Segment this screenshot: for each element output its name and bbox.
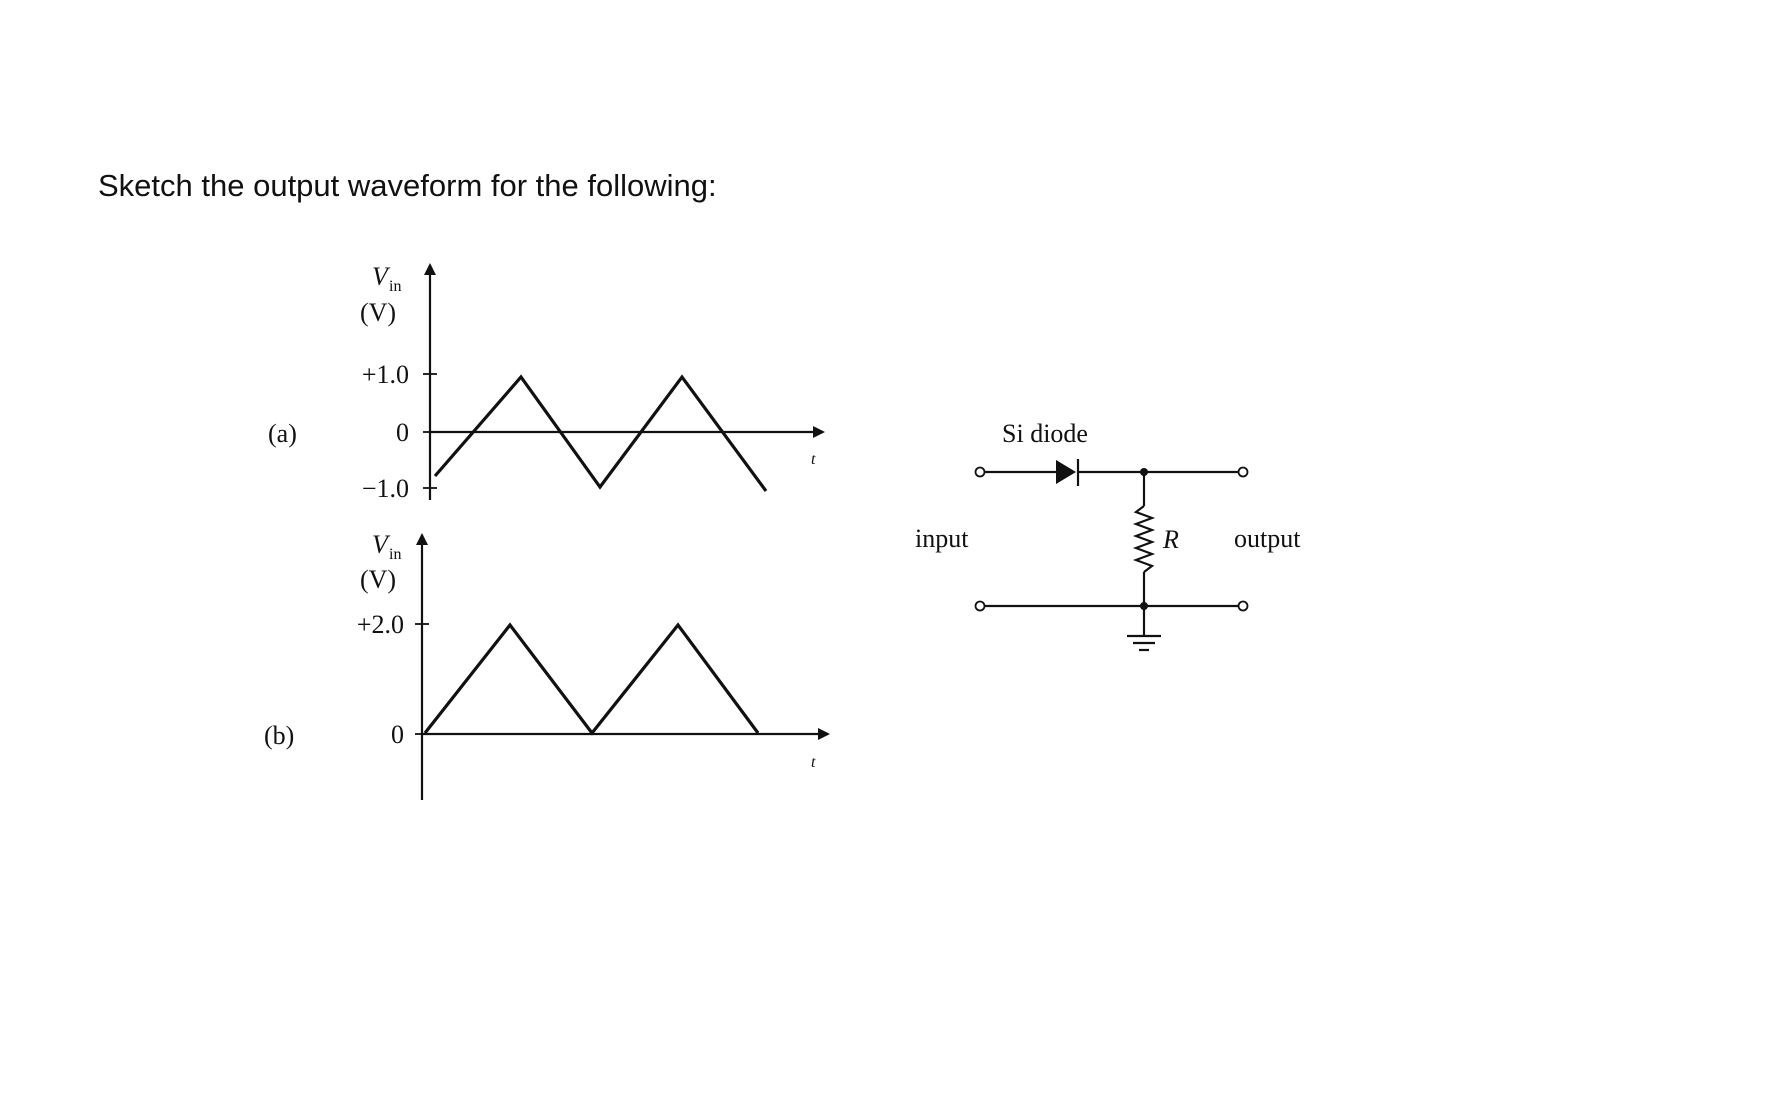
graph-b-y-sub: in xyxy=(389,546,402,563)
graph-a-y-var: V xyxy=(372,262,388,291)
graph-b-waveform xyxy=(425,625,758,733)
diode-label: Si diode xyxy=(1002,419,1088,448)
graph-a-y-unit: (V) xyxy=(360,298,397,327)
graph-a-label: (a) xyxy=(268,419,297,448)
graph-b-label: (b) xyxy=(264,721,295,750)
clipper-circuit xyxy=(915,419,1301,650)
graph-b-y-var: V xyxy=(372,530,388,559)
graph-b-y-unit: (V) xyxy=(360,565,397,594)
si-diode-icon xyxy=(1056,459,1078,486)
graph-a-y-sub: in xyxy=(389,278,402,295)
ground-icon xyxy=(1127,606,1161,650)
graph-b-tick-label-pos: +2.0 xyxy=(356,610,404,639)
graph-a-tick-label-zero: 0 xyxy=(396,418,409,447)
graph-b xyxy=(264,530,828,800)
input-terminal-bottom xyxy=(976,602,985,611)
output-terminal-bottom xyxy=(1239,602,1248,611)
input-terminal-top xyxy=(976,468,985,477)
graph-a-tick-label-pos: +1.0 xyxy=(361,360,409,389)
question-prompt: Sketch the output waveform for the following: xyxy=(98,168,717,203)
resistor-label: R xyxy=(1163,525,1179,554)
graph-b-x-var: t xyxy=(811,754,816,771)
output-label: output xyxy=(1234,524,1301,553)
resistor-icon xyxy=(1136,506,1152,572)
graph-a xyxy=(268,262,823,503)
graph-a-waveform xyxy=(435,377,766,491)
output-terminal-top xyxy=(1239,468,1248,477)
graph-a-x-var: t xyxy=(811,451,816,468)
graph-b-tick-label-zero: 0 xyxy=(391,720,404,749)
input-label: input xyxy=(915,524,969,553)
graph-a-tick-label-neg: −1.0 xyxy=(361,474,409,503)
